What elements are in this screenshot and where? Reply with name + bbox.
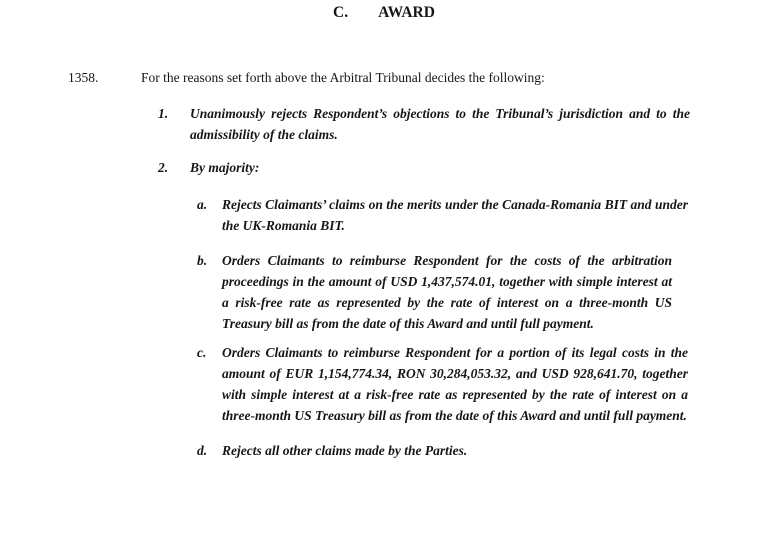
decision-item-1-marker: 1.	[158, 106, 169, 121]
section-heading-title: AWARD	[378, 4, 435, 21]
decision-item-2-marker: 2.	[158, 160, 169, 175]
sub-decision-item-a-marker: a.	[197, 197, 208, 212]
paragraph-number: 1358.	[68, 70, 99, 85]
sub-decision-item-a	[0, 194, 768, 236]
sub-decision-item-b	[0, 250, 768, 334]
sub-decision-item-d-marker: d.	[197, 443, 208, 458]
decision-item-1-text: Unanimously rejects Respondent’s objections to the Tribunal’s jurisdiction and to the admissibility of the claims.	[190, 106, 690, 142]
sub-decision-item-c-text: Orders Claimants to reimburse Respondent for a portion of its legal costs in the amount of EUR 1,154,774.34, RON 30,284,053.32, and USD 928,641.70, together with simple interest at a risk-free rate as represented by the rate of interest on a three-month US Treasury bill as from the date of this Award and until full payment.	[222, 345, 688, 423]
paragraph-text: For the reasons set forth above the Arbitral Tribunal decides the following:	[141, 70, 545, 85]
section-heading-label: C.	[333, 4, 349, 21]
decision-item-2-text: By majority:	[190, 160, 260, 175]
decision-item-1	[0, 103, 768, 145]
paragraph-1358	[0, 67, 768, 88]
sub-decision-item-d-text: Rejects all other claims made by the Parties.	[222, 443, 468, 458]
sub-decision-item-c	[0, 342, 768, 426]
section-heading	[0, 0, 768, 22]
sub-decision-item-b-text: Orders Claimants to reimburse Respondent for the costs of the arbitration proceedings in the amount of USD 1,437,574.01, together with simple interest at a risk-free rate as represented by the rate of interest on a three-month US Treasury bill as from the date of this Award and until full payment.	[222, 253, 672, 331]
sub-decision-item-d	[0, 440, 768, 461]
sub-decision-item-c-marker: c.	[197, 345, 207, 360]
decision-item-2	[0, 157, 768, 178]
sub-decision-item-a-text: Rejects Claimants’ claims on the merits under the Canada-Romania BIT and under the UK-Romania BIT.	[222, 197, 688, 233]
sub-decision-item-b-marker: b.	[197, 253, 208, 268]
